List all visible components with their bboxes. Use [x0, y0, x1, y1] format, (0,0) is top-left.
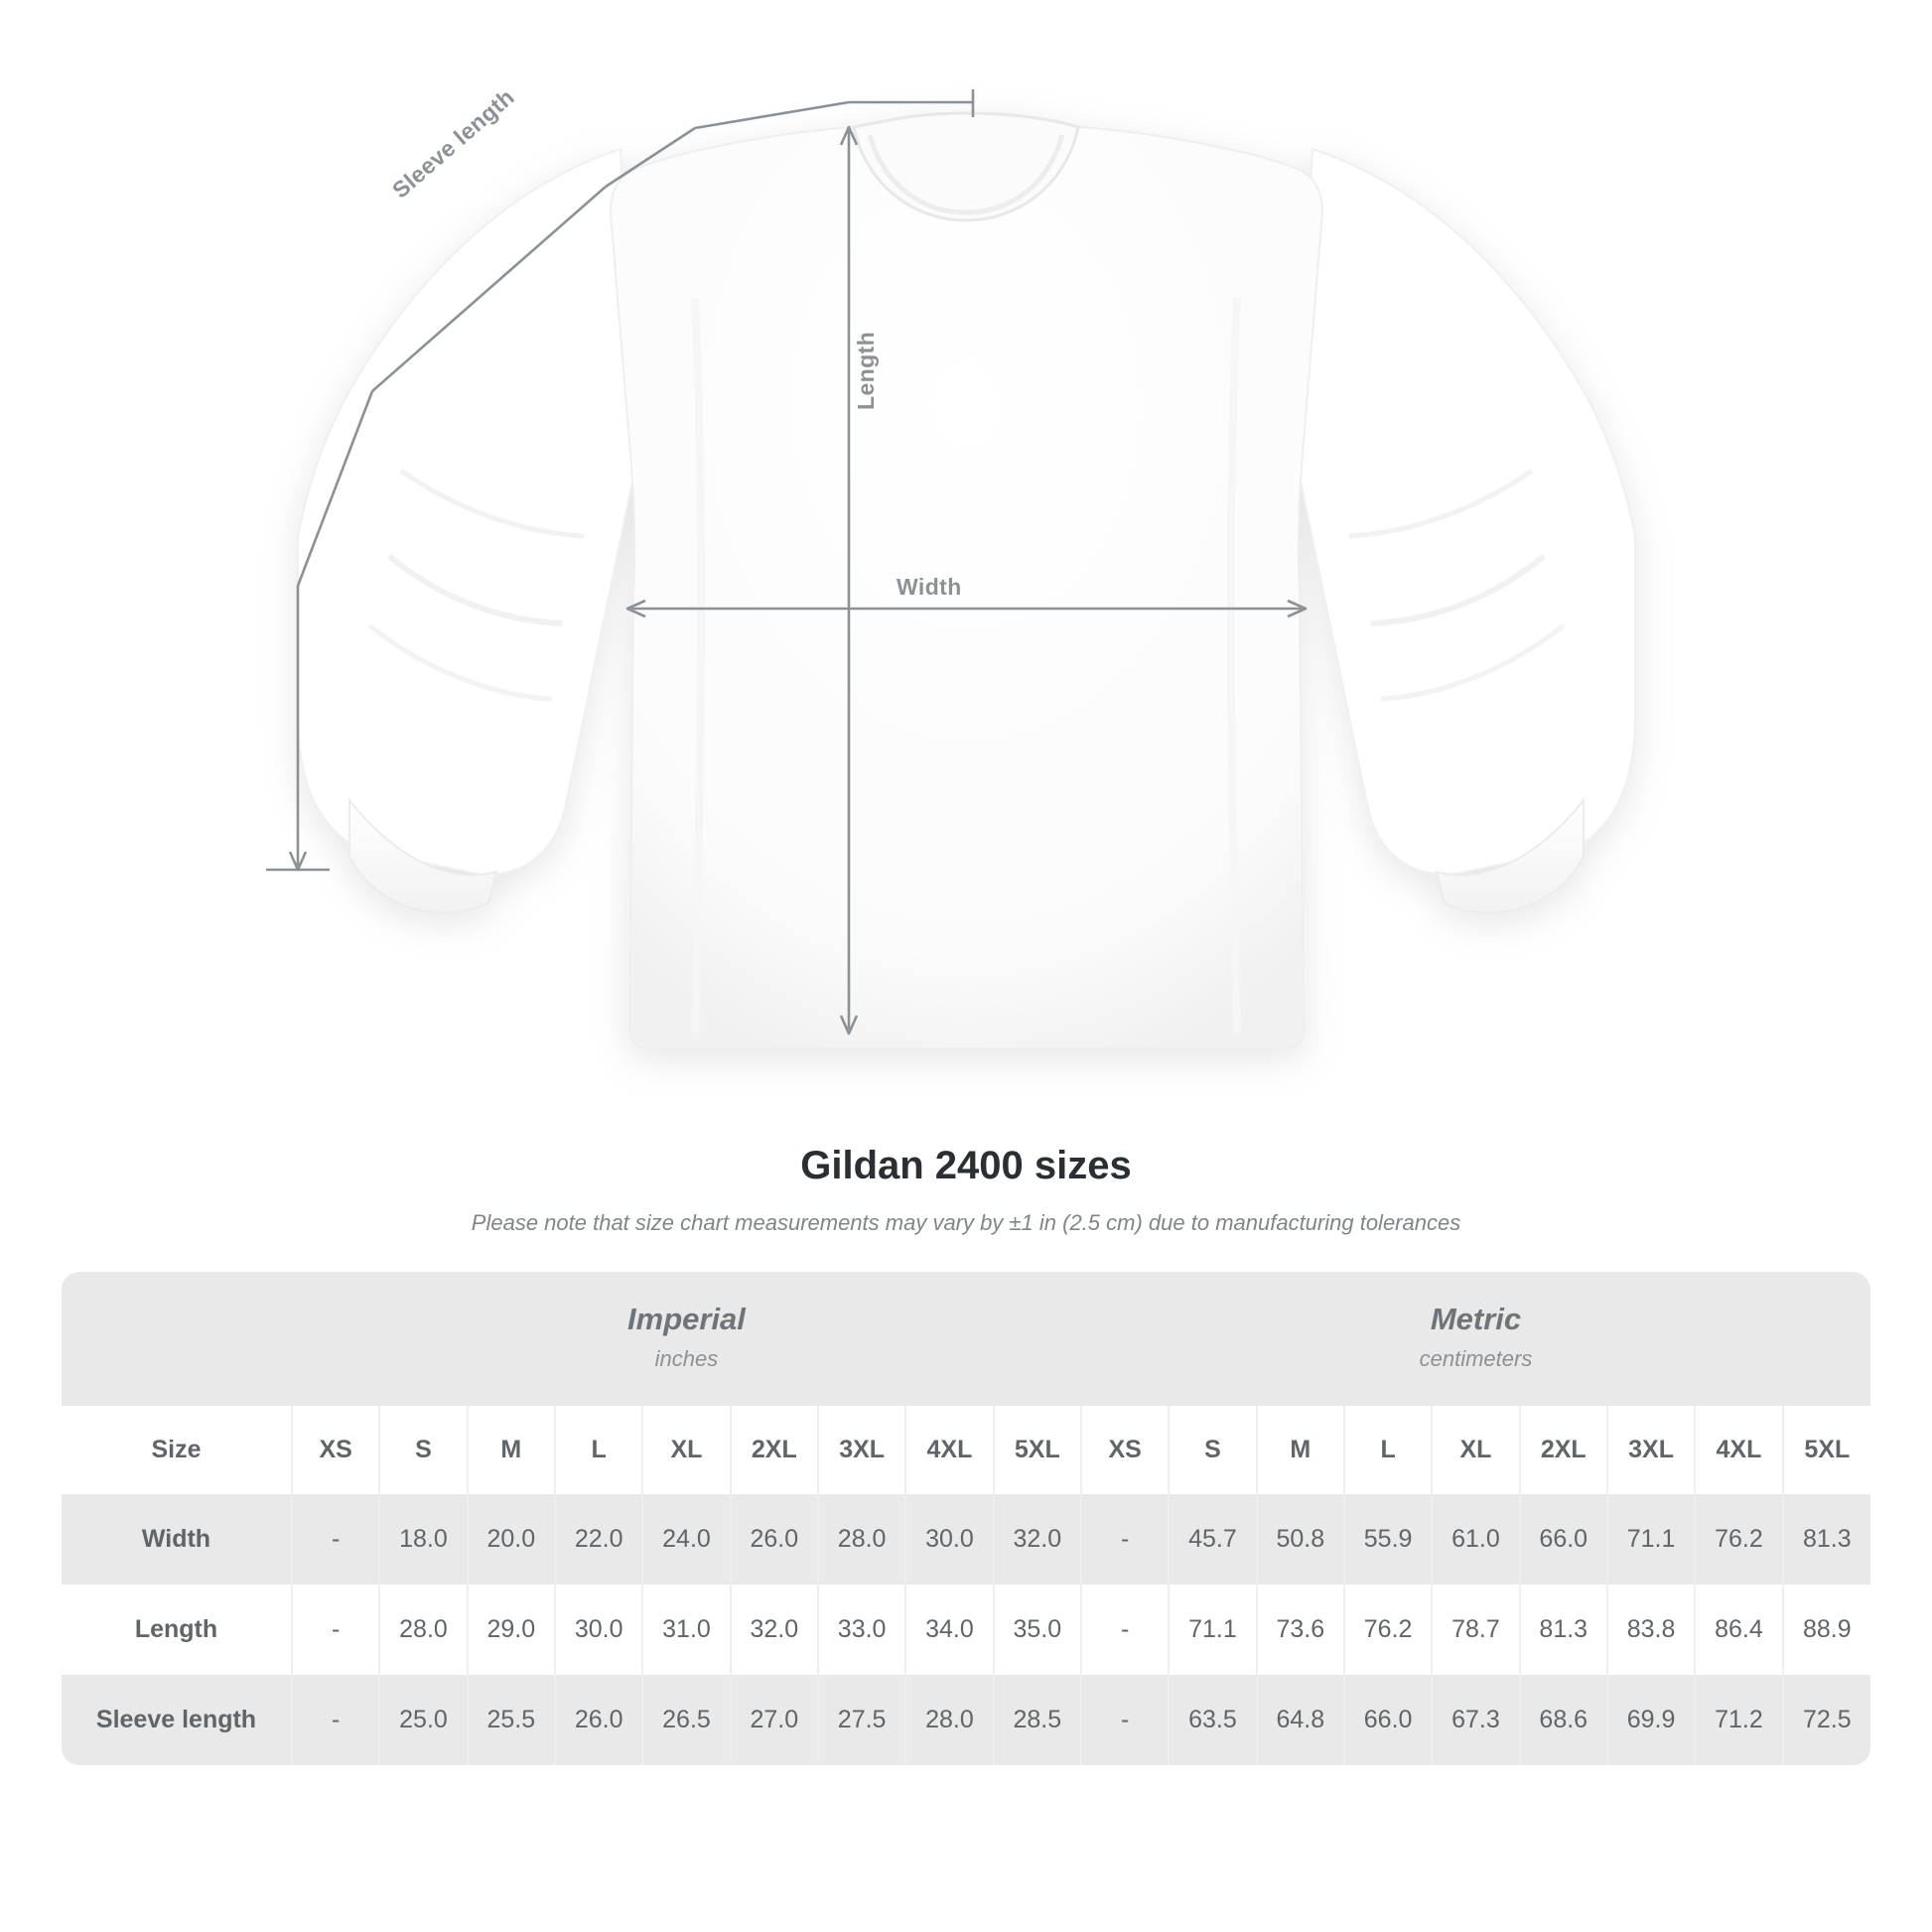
cell-width-imperial-5xl: 32.0 [994, 1494, 1081, 1585]
size-header-imperial-m: M [468, 1406, 555, 1494]
size-header-imperial-s: S [379, 1406, 467, 1494]
cell-width-metric-l: 55.9 [1344, 1494, 1432, 1585]
cell-width-imperial-3xl: 28.0 [818, 1494, 905, 1585]
size-header-imperial-xs: XS [292, 1406, 379, 1494]
cell-sleeve-metric-m: 64.8 [1257, 1675, 1344, 1765]
cell-sleeve-metric-xl: 67.3 [1432, 1675, 1519, 1765]
cell-length-metric-3xl: 83.8 [1607, 1585, 1695, 1675]
cell-width-metric-2xl: 66.0 [1520, 1494, 1607, 1585]
row-label-length: Length [62, 1585, 292, 1675]
cell-sleeve-imperial-2xl: 27.0 [731, 1675, 818, 1765]
table-row [62, 1675, 1870, 1765]
size-table-wrapper [62, 1272, 1870, 1765]
size-header-metric-m: M [1257, 1406, 1344, 1494]
cell-length-imperial-3xl: 33.0 [818, 1585, 905, 1675]
cell-sleeve-metric-l: 66.0 [1344, 1675, 1432, 1765]
unit-system-name-metric: Metric [1430, 1302, 1522, 1336]
size-header-metric-s: S [1169, 1406, 1256, 1494]
row-label-width: Width [62, 1494, 292, 1585]
size-header-metric-xs: XS [1081, 1406, 1169, 1494]
size-header-imperial-5xl: 5XL [994, 1406, 1081, 1494]
unit-subtitle-imperial: inches [654, 1346, 719, 1371]
row-label-sleeve-length: Sleeve length [62, 1675, 292, 1765]
cell-length-imperial-2xl: 32.0 [731, 1585, 818, 1675]
title-block [0, 1144, 1932, 1236]
size-header-imperial-2xl: 2XL [731, 1406, 818, 1494]
unit-subtitle-metric: centimeters [1419, 1346, 1533, 1371]
cell-width-metric-5xl: 81.3 [1783, 1494, 1870, 1585]
cell-sleeve-metric-4xl: 71.2 [1695, 1675, 1782, 1765]
cell-width-imperial-xs: - [292, 1494, 379, 1585]
cell-sleeve-imperial-l: 26.0 [555, 1675, 642, 1765]
cell-width-metric-m: 50.8 [1257, 1494, 1344, 1585]
size-header-imperial-l: L [555, 1406, 642, 1494]
size-header-metric-4xl: 4XL [1695, 1406, 1782, 1494]
size-header-metric-xl: XL [1432, 1406, 1519, 1494]
page-title: Gildan 2400 sizes [800, 1144, 1132, 1187]
cell-sleeve-metric-2xl: 68.6 [1520, 1675, 1607, 1765]
cell-width-imperial-s: 18.0 [379, 1494, 467, 1585]
cell-length-metric-xs: - [1081, 1585, 1169, 1675]
size-header-label: Size [62, 1406, 292, 1494]
cell-length-imperial-s: 28.0 [379, 1585, 467, 1675]
cell-width-imperial-l: 22.0 [555, 1494, 642, 1585]
cell-length-metric-m: 73.6 [1257, 1585, 1344, 1675]
cell-length-imperial-xl: 31.0 [642, 1585, 730, 1675]
cell-width-imperial-2xl: 26.0 [731, 1494, 818, 1585]
length-dimension-label: Length [853, 331, 879, 410]
width-dimension-label: Width [897, 574, 962, 600]
cell-sleeve-metric-xs: - [1081, 1675, 1169, 1765]
size-header-metric-3xl: 3XL [1607, 1406, 1695, 1494]
cell-sleeve-imperial-5xl: 28.5 [994, 1675, 1081, 1765]
size-header-metric-2xl: 2XL [1520, 1406, 1607, 1494]
cell-width-metric-xl: 61.0 [1432, 1494, 1519, 1585]
cell-length-metric-xl: 78.7 [1432, 1585, 1519, 1675]
cell-length-imperial-m: 29.0 [468, 1585, 555, 1675]
cell-width-metric-xs: - [1081, 1494, 1169, 1585]
size-header-imperial-xl: XL [642, 1406, 730, 1494]
cell-sleeve-imperial-4xl: 28.0 [905, 1675, 993, 1765]
cell-length-imperial-5xl: 35.0 [994, 1585, 1081, 1675]
cell-width-metric-s: 45.7 [1169, 1494, 1256, 1585]
size-header-metric-l: L [1344, 1406, 1432, 1494]
cell-width-imperial-xl: 24.0 [642, 1494, 730, 1585]
cell-length-metric-5xl: 88.9 [1783, 1585, 1870, 1675]
cell-width-metric-3xl: 71.1 [1607, 1494, 1695, 1585]
cell-sleeve-metric-3xl: 69.9 [1607, 1675, 1695, 1765]
cell-width-imperial-m: 20.0 [468, 1494, 555, 1585]
unit-system-header-row [62, 1272, 1870, 1406]
sleeve-length-dimension-label: Sleeve length [387, 83, 519, 204]
cell-width-imperial-4xl: 30.0 [905, 1494, 993, 1585]
table-row [62, 1494, 1870, 1585]
tolerance-note: Please note that size chart measurements may vary by ±1 in (2.5 cm) due to manufacturing tolerances [471, 1210, 1461, 1235]
cell-length-imperial-l: 30.0 [555, 1585, 642, 1675]
size-header-imperial-3xl: 3XL [818, 1406, 905, 1494]
unit-header-imperial [292, 1272, 1081, 1406]
garment-body-group [298, 113, 1635, 1048]
unit-system-name-imperial: Imperial [627, 1302, 746, 1336]
cell-length-metric-l: 76.2 [1344, 1585, 1432, 1675]
table-row [62, 1585, 1870, 1675]
cell-sleeve-metric-s: 63.5 [1169, 1675, 1256, 1765]
cell-length-metric-2xl: 81.3 [1520, 1585, 1607, 1675]
size-header-imperial-4xl: 4XL [905, 1406, 993, 1494]
cell-sleeve-imperial-s: 25.0 [379, 1675, 467, 1765]
unit-header-spacer [62, 1272, 292, 1406]
cell-sleeve-imperial-m: 25.5 [468, 1675, 555, 1765]
cell-width-metric-4xl: 76.2 [1695, 1494, 1782, 1585]
size-header-metric-5xl: 5XL [1783, 1406, 1870, 1494]
cell-length-metric-s: 71.1 [1169, 1585, 1256, 1675]
cell-sleeve-imperial-3xl: 27.5 [818, 1675, 905, 1765]
unit-header-metric [1081, 1272, 1870, 1406]
cell-length-imperial-xs: - [292, 1585, 379, 1675]
cell-length-metric-4xl: 86.4 [1695, 1585, 1782, 1675]
cell-sleeve-metric-5xl: 72.5 [1783, 1675, 1870, 1765]
cell-length-imperial-4xl: 34.0 [905, 1585, 993, 1675]
cell-sleeve-imperial-xl: 26.5 [642, 1675, 730, 1765]
size-header-row [62, 1406, 1870, 1494]
cell-sleeve-imperial-xs: - [292, 1675, 379, 1765]
size-chart-table [62, 1272, 1870, 1765]
